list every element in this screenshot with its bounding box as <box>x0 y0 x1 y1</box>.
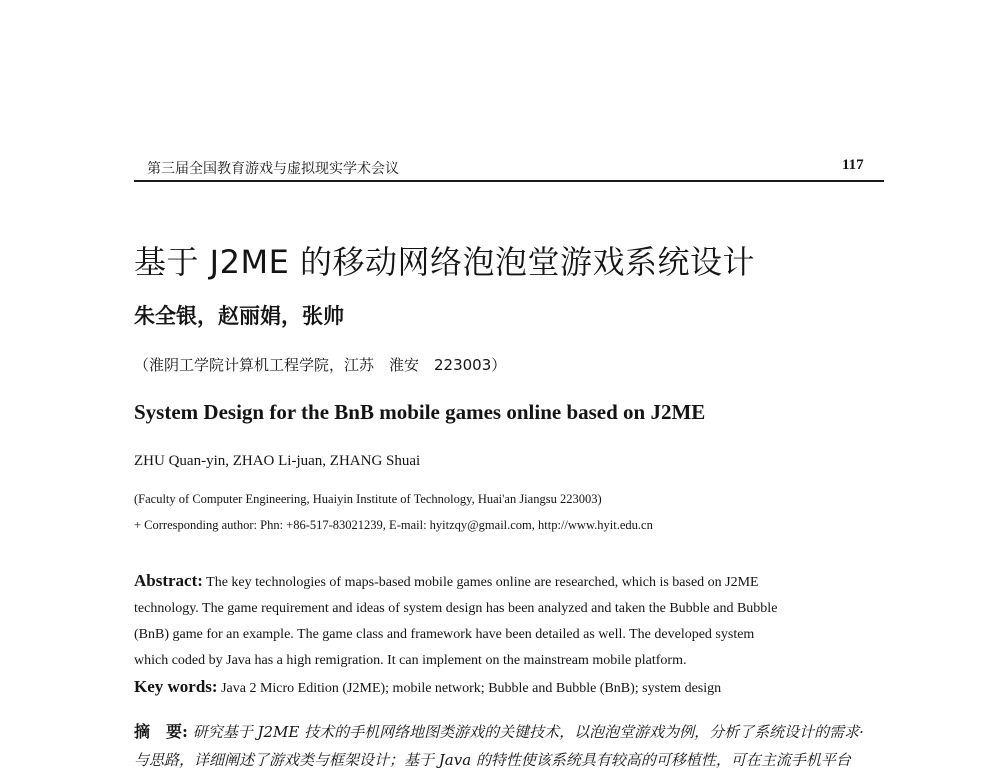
authors-english: ZHU Quan-yin, ZHAO Li-juan, ZHANG Shuai <box>134 453 421 469</box>
paper-title-english: System Design for the BnB mobile games online based on J2ME <box>134 400 706 424</box>
running-header-conference: 第三届全国教育游戏与虚拟现实学术会议 <box>147 162 399 177</box>
paper-title-chinese: 基于 J2ME 的移动网络泡泡堂游戏系统设计 <box>134 243 755 281</box>
abstract-label: Abstract: <box>134 571 203 590</box>
abstract-english <box>134 568 884 702</box>
keywords-text: Java 2 Micro Edition (J2ME); mobile network; Bubble and Bubble (BnB); system design <box>217 681 722 696</box>
authors-chinese: 朱全银，赵丽娟，张帅 <box>134 303 344 328</box>
abstract-line <box>134 568 884 596</box>
abstract-line: (BnB) game for an example. The game class and framework have been detailed as well. The developed system <box>134 627 755 642</box>
header-rule <box>134 180 884 182</box>
abstract-zh-line <box>134 718 894 746</box>
abstract-line: which coded by Java has a high remigration. It can implement on the mainstream mobile platform. <box>134 653 687 668</box>
page-number: 117 <box>842 157 864 173</box>
abstract-zh-label: 摘 要: <box>134 722 188 741</box>
abstract-chinese <box>134 718 894 774</box>
abstract-zh-text: 研究基于 J2ME 技术的手机网络地图类游戏的关键技术，以泡泡堂游戏为例，分析了系统设计的需求· <box>187 723 864 741</box>
abstract-zh-line: 与思路，详细阐述了游戏类与框架设计；基于 Java 的特性使该系统具有较高的可移植性，可在主流手机平台 <box>134 751 851 769</box>
affiliation-english: (Faculty of Computer Engineering, Huaiyin Institute of Technology, Huai'an Jiangsu 223003) <box>134 492 602 506</box>
affiliation-chinese: （淮阴工学院计算机工程学院，江苏 淮安 223003） <box>134 356 507 374</box>
corresponding-author: + Corresponding author: Phn: +86-517-83021239, E-mail: hyitzqy@gmail.com, http://www.hyit.edu.cn <box>134 518 653 532</box>
keywords-label: Key words: <box>134 677 218 696</box>
abstract-text: The key technologies of maps-based mobile games online are researched, which is based on J2ME <box>202 575 759 590</box>
abstract-line: technology. The game requirement and ideas of system design has been analyzed and taken the Bubble and Bubble <box>134 601 778 616</box>
keywords-line <box>134 674 884 702</box>
